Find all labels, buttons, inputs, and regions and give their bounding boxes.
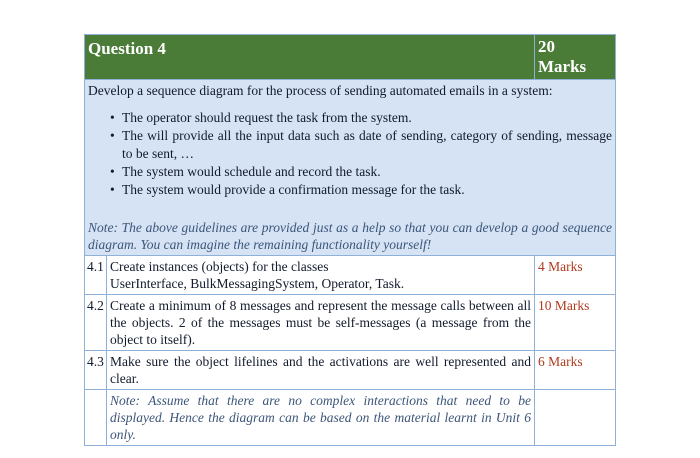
guideline-item: • The will provide all the input data such as date of sending, category of sending, message to be sent, … bbox=[110, 127, 612, 163]
intro-cell bbox=[85, 80, 616, 256]
question-total-marks bbox=[535, 35, 616, 80]
guideline-item: • The system would schedule and record the task. bbox=[110, 163, 612, 181]
task-row bbox=[85, 351, 616, 390]
task-marks: 4 Marks bbox=[535, 256, 616, 295]
question-header-row bbox=[85, 35, 616, 80]
task-description-line: UserInterface, BulkMessagingSystem, Operator, Task. bbox=[110, 276, 405, 291]
intro-text: Develop a sequence diagram for the process of sending automated emails in a system: bbox=[88, 83, 553, 98]
question-marks-word: Marks bbox=[538, 57, 587, 76]
guideline-note: Note: The above guidelines are provided just as a help so that you can develop a good sequence diagram. You can imagine the remaining functionality yourself! bbox=[88, 220, 612, 252]
task-description: Make sure the object lifelines and the activations are well represented and clear. bbox=[107, 351, 535, 390]
empty-marks-cell bbox=[535, 390, 616, 446]
intro-row bbox=[85, 80, 616, 256]
question-table bbox=[84, 34, 616, 446]
task-number: 4.2 bbox=[85, 295, 107, 351]
empty-number-cell bbox=[85, 390, 107, 446]
task-row bbox=[85, 295, 616, 351]
final-note: Note: Assume that there are no complex interactions that need to be displayed. Hence the diagram can be based on the material learnt in Unit 6 only. bbox=[107, 390, 535, 446]
guideline-item: • The system would provide a confirmation message for the task. bbox=[110, 181, 612, 199]
guideline-item: • The operator should request the task from the system. bbox=[110, 109, 612, 127]
task-description: Create a minimum of 8 messages and represent the message calls between all the objects. 2 of the messages must be self-messages (a message from the object to itself). bbox=[107, 295, 535, 351]
question-marks-number: 20 bbox=[538, 37, 555, 56]
task-marks: 6 Marks bbox=[535, 351, 616, 390]
task-row bbox=[85, 256, 616, 295]
task-number: 4.1 bbox=[85, 256, 107, 295]
task-marks: 10 Marks bbox=[535, 295, 616, 351]
guideline-list bbox=[88, 109, 612, 199]
question-title: Question 4 bbox=[85, 35, 535, 80]
task-description bbox=[107, 256, 535, 295]
task-number: 4.3 bbox=[85, 351, 107, 390]
final-note-row bbox=[85, 390, 616, 446]
task-description-line: Create instances (objects) for the classes bbox=[110, 259, 329, 274]
